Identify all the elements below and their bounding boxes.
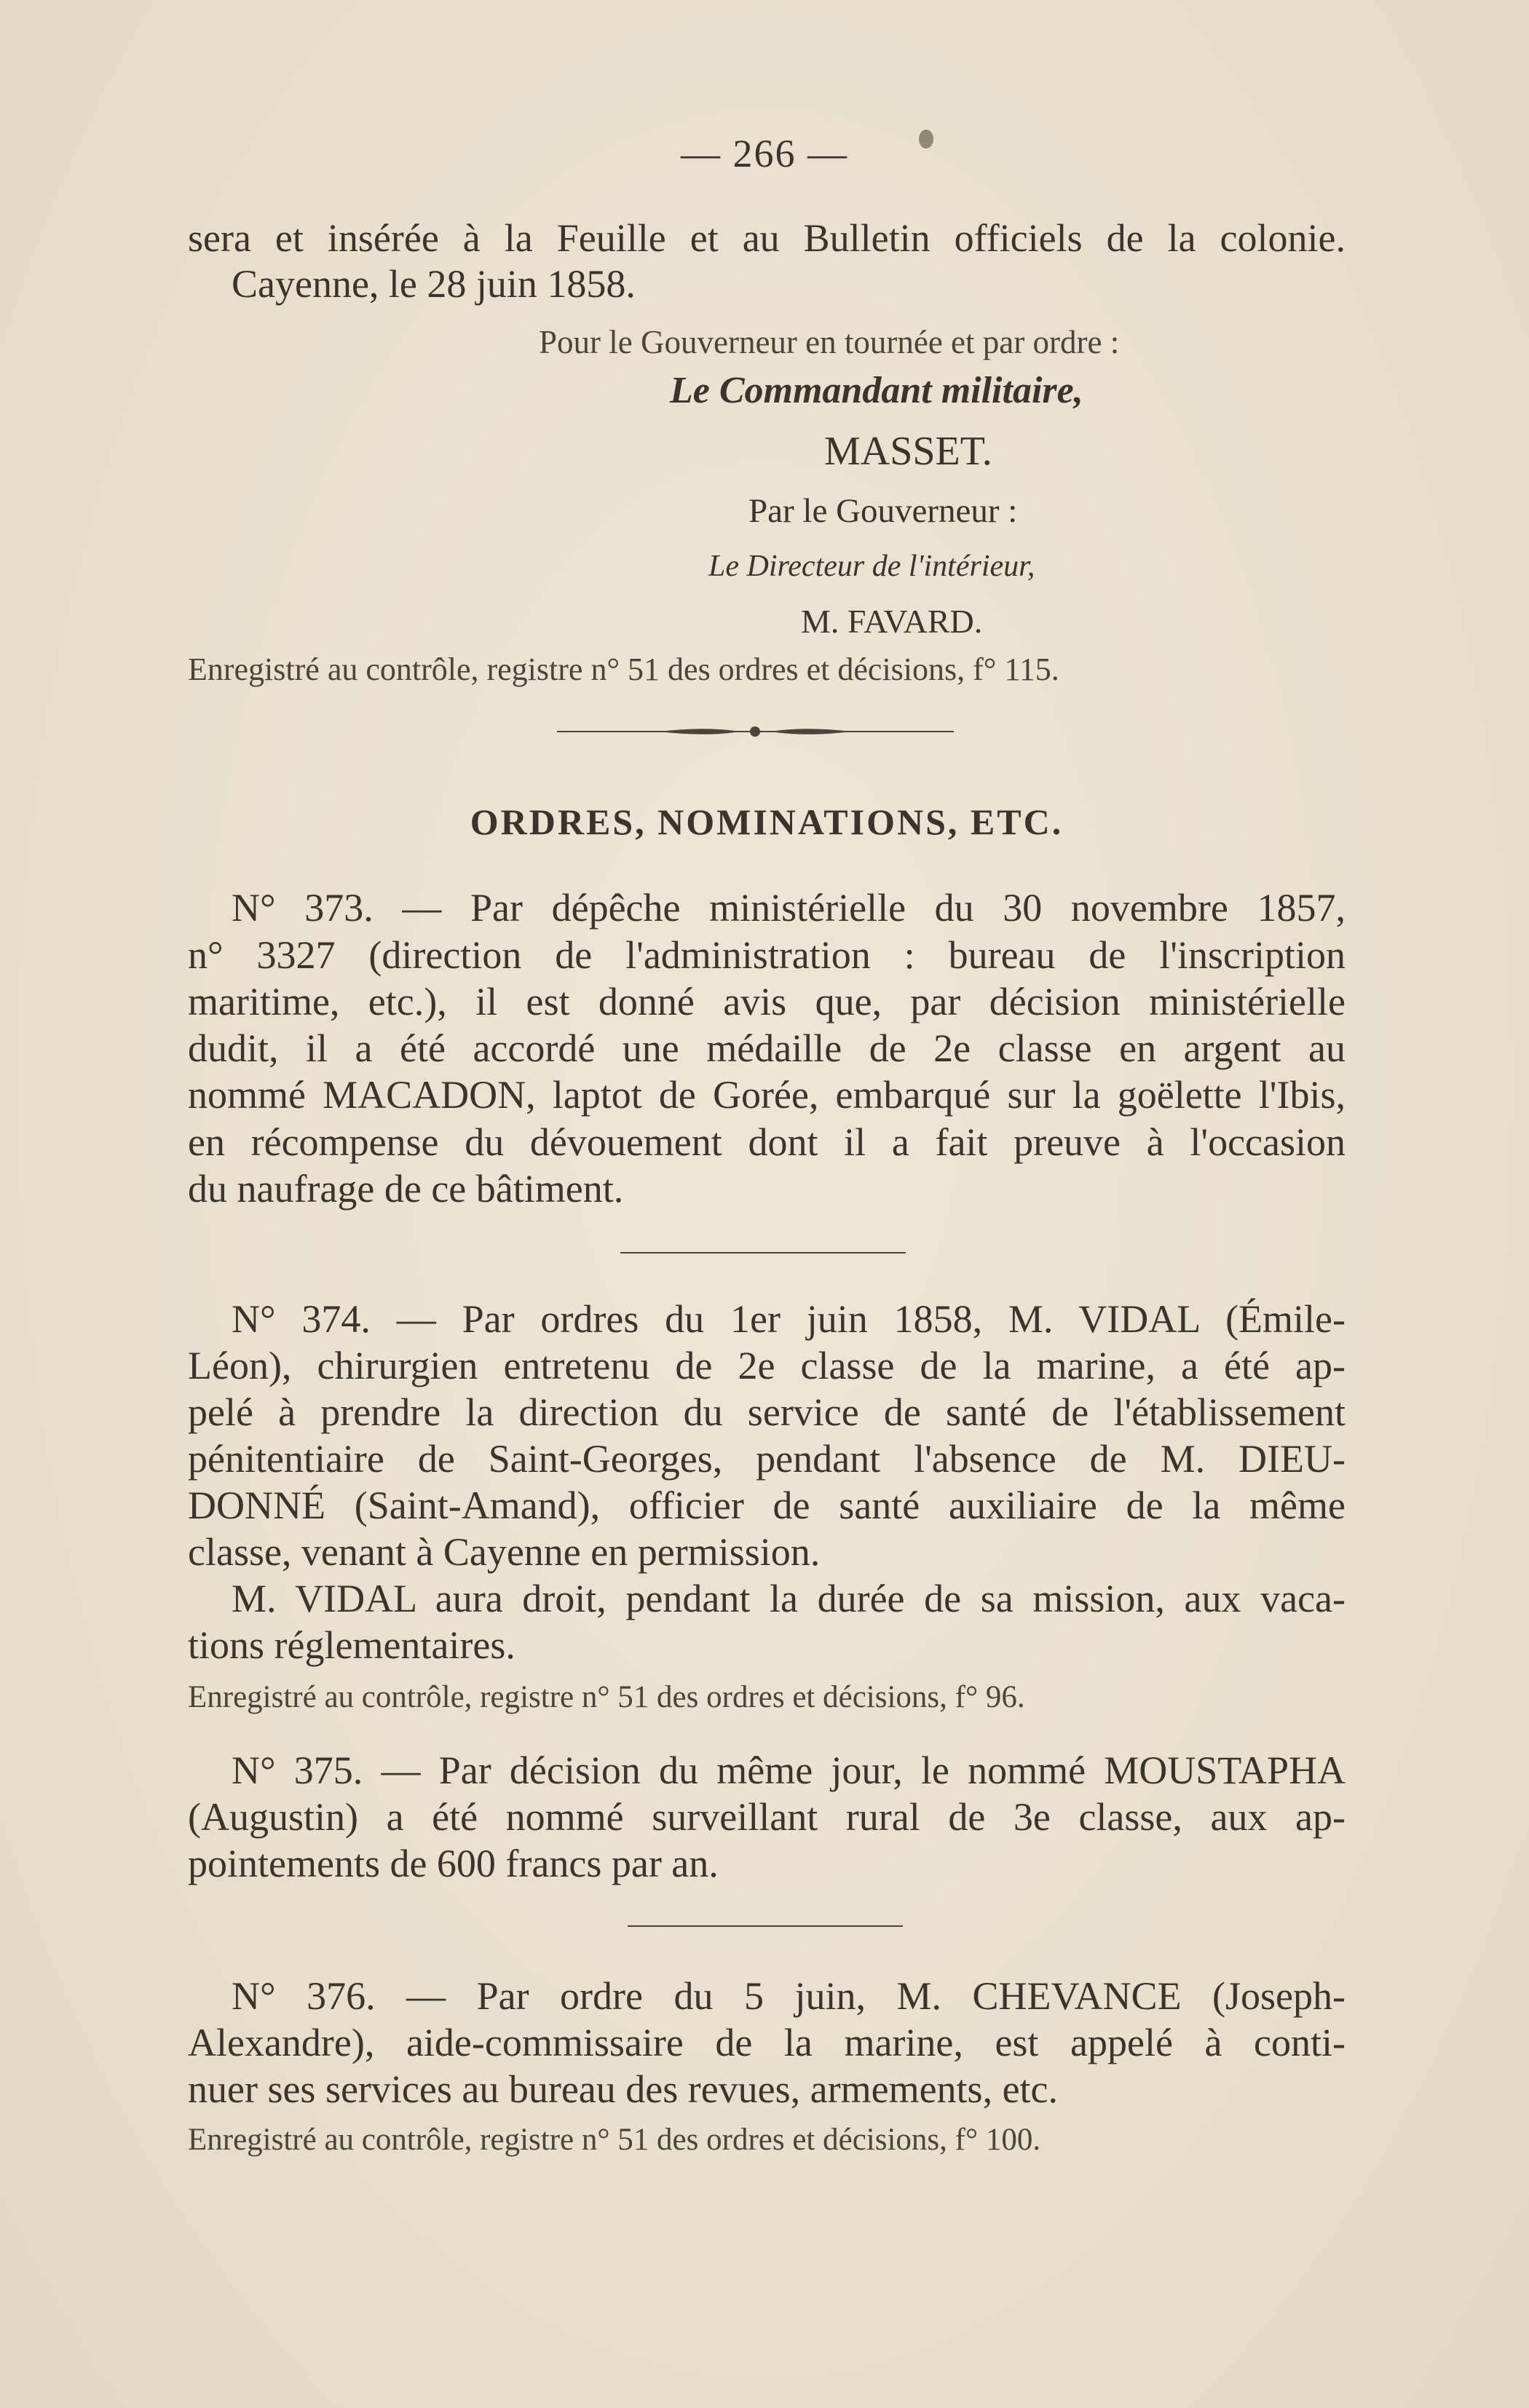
separator-rule bbox=[628, 1925, 903, 1927]
header-line-2: Cayenne, le 28 juin 1858. bbox=[232, 262, 636, 306]
item-line: N° 376. — Par ordre du 5 juin, M. CHEVANCE (Joseph- bbox=[232, 1974, 1346, 2018]
item-line: dudit, il a été accordé une médaille de 2e classe en argent au bbox=[188, 1026, 1346, 1070]
item-line: nommé MACADON, laptot de Gorée, embarqué sur la goëlette l'Ibis, bbox=[188, 1073, 1346, 1117]
item-line: Léon), chirurgien entretenu de 2e classe de la marine, a été ap- bbox=[188, 1344, 1346, 1387]
item-line: N° 375. — Par décision du même jour, le nommé MOUSTAPHA bbox=[232, 1748, 1346, 1792]
item-line: maritime, etc.), il est donné avis que, par décision ministérielle bbox=[188, 980, 1346, 1023]
item-line: n° 3327 (direction de l'administration : bureau de l'inscription bbox=[188, 933, 1346, 977]
header-line-1: sera et insérée à la Feuille et au Bulletin officiels de la colonie. bbox=[188, 216, 1346, 260]
item-line: pénitentiaire de Saint-Georges, pendant l'absence de M. DIEU- bbox=[188, 1437, 1346, 1481]
separator-rule bbox=[620, 1252, 906, 1253]
item-line: N° 373. — Par dépêche ministérielle du 30 novembre 1857, bbox=[232, 886, 1346, 930]
signature-directeur-name: M. FAVARD. bbox=[801, 603, 983, 640]
page-number: — 266 — bbox=[681, 132, 848, 175]
item-enregistre: Enregistré au contrôle, registre n° 51 des ordres et décisions, f° 100. bbox=[188, 2123, 1041, 2157]
item-line: du naufrage de ce bâtiment. bbox=[188, 1167, 624, 1211]
item-line: tions réglementaires. bbox=[188, 1623, 515, 1667]
item-line: nuer ses services au bureau des revues, armements, etc. bbox=[188, 2067, 1059, 2111]
signature-pour: Pour le Gouverneur en tournée et par ordre : bbox=[539, 324, 1120, 360]
signature-commandant-name: MASSET. bbox=[824, 429, 992, 474]
item-line: DONNÉ (Saint-Amand), officier de santé auxiliaire de la même bbox=[188, 1484, 1346, 1527]
item-line: pointements de 600 francs par an. bbox=[188, 1842, 719, 1885]
signature-par-gouverneur: Par le Gouverneur : bbox=[748, 492, 1018, 530]
ornament-divider bbox=[557, 721, 954, 742]
signature-directeur-title: Le Directeur de l'intérieur, bbox=[708, 550, 1035, 583]
section-title: ORDRES, NOMINATIONS, ETC. bbox=[470, 801, 1064, 842]
ink-spot bbox=[919, 130, 933, 148]
signature-commandant-title: Le Commandant militaire, bbox=[670, 370, 1083, 411]
item-line: (Augustin) a été nommé surveillant rural de 3e classe, aux ap- bbox=[188, 1795, 1346, 1839]
item-line: N° 374. — Par ordres du 1er juin 1858, M. VIDAL (Émile- bbox=[232, 1297, 1346, 1341]
item-line: classe, venant à Cayenne en permission. bbox=[188, 1530, 821, 1574]
item-enregistre: Enregistré au contrôle, registre n° 51 des ordres et décisions, f° 96. bbox=[188, 1680, 1025, 1714]
item-line: en récompense du dévouement dont il a fait preuve à l'occasion bbox=[188, 1120, 1346, 1164]
item-line: pelé à prendre la direction du service de santé de l'établissement bbox=[188, 1390, 1346, 1434]
item-line: M. VIDAL aura droit, pendant la durée de sa mission, aux vaca- bbox=[232, 1577, 1346, 1620]
header-enregistre: Enregistré au contrôle, registre n° 51 des ordres et décisions, f° 115. bbox=[188, 651, 1059, 687]
item-line: Alexandre), aide-commissaire de la marine, est appelé à conti- bbox=[188, 2021, 1346, 2064]
